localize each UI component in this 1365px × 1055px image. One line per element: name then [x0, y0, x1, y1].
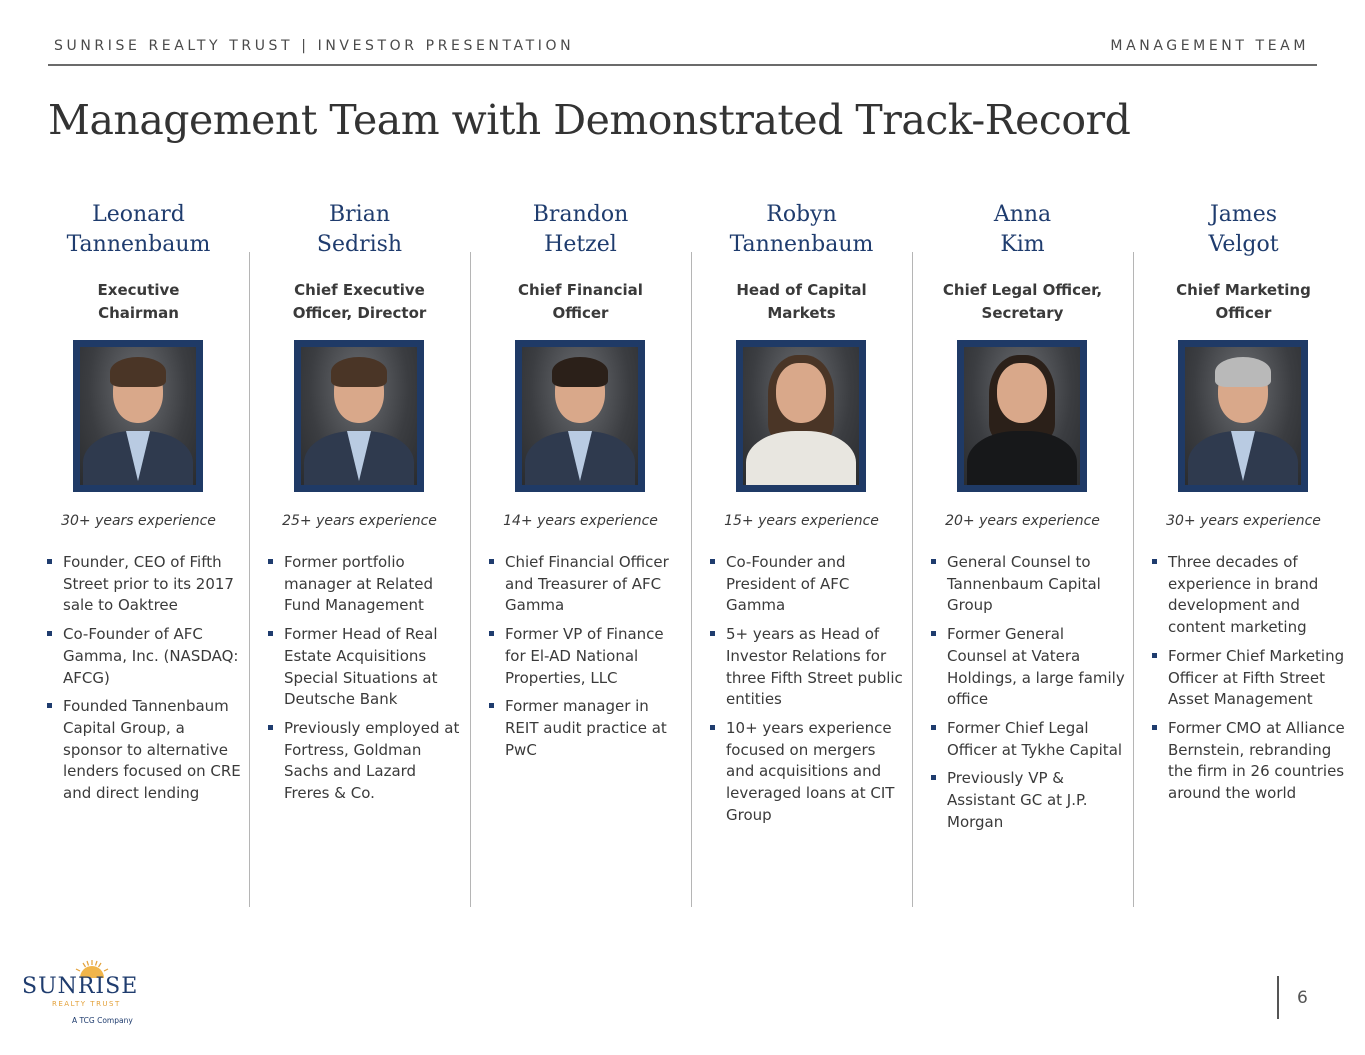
member-last-name: Hetzel	[544, 232, 617, 257]
bullet-item: Co-Founder and President of AFC Gamma	[709, 552, 907, 617]
bullet-item: Former General Counsel at Vatera Holdings, a large family office	[930, 624, 1128, 711]
member-role-line-2: Officer	[552, 304, 609, 322]
member-name	[470, 200, 691, 260]
member-role-line-2: Officer	[1215, 304, 1272, 322]
member-role	[249, 279, 470, 325]
member-experience: 14+ years experience	[503, 513, 658, 529]
bullet-item: Former Chief Marketing Officer at Fifth Street Asset Management	[1151, 646, 1349, 711]
bullet-item: Former portfolio manager at Related Fund Management	[267, 552, 465, 617]
member-role	[912, 279, 1133, 325]
header-left-text: SUNRISE REALTY TRUST | INVESTOR PRESENTATION	[54, 38, 575, 54]
management-team	[28, 200, 1358, 910]
member-photo	[294, 340, 424, 492]
header-right-text: MANAGEMENT TEAM	[1110, 38, 1309, 54]
member-first-name: Brandon	[532, 202, 629, 227]
bullet-item: Three decades of experience in brand development and content marketing	[1151, 552, 1349, 639]
member-last-name: Kim	[1000, 232, 1045, 257]
member-experience: 15+ years experience	[724, 513, 879, 529]
member-name	[28, 200, 249, 260]
headshot-image	[522, 347, 638, 485]
bullet-item: Previously VP & Assistant GC at J.P. Morgan	[930, 768, 1128, 833]
member-first-name: Leonard	[92, 202, 185, 227]
member-first-name: James	[1209, 202, 1278, 227]
team-member-anna-kim	[912, 200, 1133, 910]
bullet-item: Previously employed at Fortress, Goldman Sachs and Lazard Freres & Co.	[267, 718, 465, 805]
page-number-divider	[1277, 976, 1279, 1019]
logo-subtitle: REALTY TRUST	[52, 1000, 121, 1008]
member-experience: 30+ years experience	[1166, 513, 1321, 529]
logo-wordmark: SUNRISE	[22, 974, 139, 999]
member-role	[1133, 279, 1354, 325]
member-last-name: Velgot	[1208, 232, 1279, 257]
headshot-image	[301, 347, 417, 485]
member-name	[249, 200, 470, 260]
team-member-robyn-tannenbaum	[691, 200, 912, 910]
member-role-line-2: Secretary	[981, 304, 1064, 322]
slide-header	[48, 38, 1317, 66]
page-title: Management Team with Demonstrated Track-Record	[48, 96, 1131, 144]
bullet-item: Former Head of Real Estate Acquisitions Special Situations at Deutsche Bank	[267, 624, 465, 711]
member-experience: 20+ years experience	[945, 513, 1100, 529]
bullet-item: Chief Financial Officer and Treasurer of AFC Gamma	[488, 552, 686, 617]
member-role-line-2: Officer, Director	[292, 304, 427, 322]
member-name	[691, 200, 912, 260]
page-number: 6	[1297, 988, 1308, 1008]
member-bullets	[1151, 552, 1349, 812]
member-bullets	[709, 552, 907, 833]
member-first-name: Robyn	[766, 202, 837, 227]
member-role-line-1: Chief Executive	[294, 281, 425, 299]
headshot-image	[964, 347, 1080, 485]
member-role	[28, 279, 249, 325]
bullet-item: 10+ years experience focused on mergers and acquisitions and leveraged loans at CIT Group	[709, 718, 907, 827]
member-photo	[73, 340, 203, 492]
member-role-line-1: Executive	[97, 281, 180, 299]
member-role	[470, 279, 691, 325]
bullet-item: Former VP of Finance for El-AD National Properties, LLC	[488, 624, 686, 689]
headshot-image	[743, 347, 859, 485]
member-role-line-2: Chairman	[98, 304, 179, 322]
bullet-item: 5+ years as Head of Investor Relations for three Fifth Street public entities	[709, 624, 907, 711]
bullet-item: Co-Founder of AFC Gamma, Inc. (NASDAQ: AFCG)	[46, 624, 244, 689]
team-member-james-velgot	[1133, 200, 1354, 910]
member-experience: 30+ years experience	[61, 513, 216, 529]
sunrise-logo	[22, 960, 142, 1030]
member-photo	[957, 340, 1087, 492]
member-role-line-1: Chief Legal Officer,	[942, 281, 1103, 299]
member-first-name: Brian	[328, 202, 390, 227]
bullet-item: Former Chief Legal Officer at Tykhe Capital	[930, 718, 1128, 761]
member-role-line-1: Chief Marketing	[1176, 281, 1311, 299]
team-member-brian-sedrish	[249, 200, 470, 910]
member-name	[912, 200, 1133, 260]
team-member-leonard-tannenbaum	[28, 200, 249, 910]
bullet-item: Former manager in REIT audit practice at PwC	[488, 696, 686, 761]
member-bullets	[267, 552, 465, 812]
member-last-name: Sedrish	[316, 232, 403, 257]
member-bullets	[488, 552, 686, 768]
logo-company-tagline: A TCG Company	[72, 1016, 133, 1025]
member-last-name: Tannenbaum	[729, 232, 874, 257]
member-role-line-2: Markets	[767, 304, 836, 322]
member-photo	[1178, 340, 1308, 492]
member-last-name: Tannenbaum	[66, 232, 211, 257]
member-role-line-1: Head of Capital	[736, 281, 867, 299]
headshot-image	[1185, 347, 1301, 485]
bullet-item: Former CMO at Alliance Bernstein, rebranding the firm in 26 countries around the world	[1151, 718, 1349, 805]
headshot-image	[80, 347, 196, 485]
bullet-item: General Counsel to Tannenbaum Capital Group	[930, 552, 1128, 617]
team-member-brandon-hetzel	[470, 200, 691, 910]
member-experience: 25+ years experience	[282, 513, 437, 529]
member-photo	[515, 340, 645, 492]
member-photo	[736, 340, 866, 492]
member-role	[691, 279, 912, 325]
member-name	[1133, 200, 1354, 260]
member-role-line-1: Chief Financial	[518, 281, 643, 299]
bullet-item: Founder, CEO of Fifth Street prior to its 2017 sale to Oaktree	[46, 552, 244, 617]
member-bullets	[46, 552, 244, 812]
member-first-name: Anna	[993, 202, 1052, 227]
member-bullets	[930, 552, 1128, 840]
bullet-item: Founded Tannenbaum Capital Group, a sponsor to alternative lenders focused on CRE and direct lending	[46, 696, 244, 805]
